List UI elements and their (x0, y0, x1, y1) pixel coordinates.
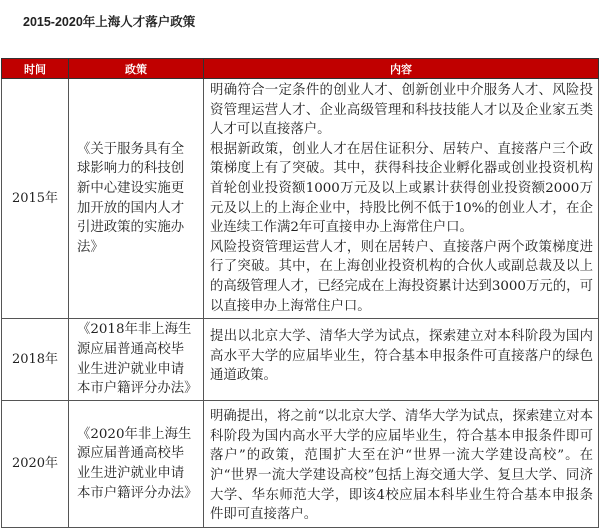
policy-table (1, 58, 599, 528)
content-cell (204, 401, 599, 528)
table-row (2, 319, 599, 401)
content-paragraph: 明确符合一定条件的创业人才、创新创业中介服务人才、风险投资管理运营人才、企业高级管理和科技技能人才以及企业家五类人才可以直接落户。 (210, 83, 593, 138)
policy-cell: 《2018年非上海生源应届普通高校毕业生进沪就业申请本市户籍评分办法》 (69, 319, 204, 401)
table-row (2, 79, 599, 319)
header-content: 内容 (204, 59, 599, 79)
policy-cell: 《2020年非上海生源应届普通高校毕业生进沪就业申请本市户籍评分办法》 (69, 401, 204, 528)
policy-cell: 《关于服务具有全球影响力的科技创新中心建设实施更加开放的国内人才引进政策的实施办法》 (69, 79, 204, 319)
page-title: 2015-2020年上海人才落户政策 (23, 15, 196, 29)
content-paragraph: 根据新政策，创业人才在居住证积分、居转户、直接落户三个政策梯度上有了突破。其中，获得科技企业孵化器或创业投资机构首轮创业投资额1000万元及以上或累计获得创业投资额2000万元及以上的上海企业中，持股比例不低于10%的创业人才，在企业连续工作满2年可直接申办上海常住户口。 (210, 141, 593, 236)
content-paragraph: 风险投资管理运营人才，则在居转户、直接落户两个政策梯度进行了突破。其中，在上海创业投资机构的合伙人或副总裁及以上的高级管理人才，已经完成在上海投资累计达到3000万元的，可以直接申办上海常住户口。 (210, 239, 593, 314)
content-cell (204, 319, 599, 401)
content-paragraph: 明确提出，将之前“以北京大学、清华大学为试点，探索建立对本科阶段为国内高水平大学的应届毕业生，符合基本申报条件即可落户”的政策，范围扩大至在沪“世界一流大学建设高校”。在沪“世界一流大学建设高校”包括上海交通大学、复旦大学、同济大学、华东师范大学，即该4校应届本科毕业生符合基本申报条件即可直接落户。 (210, 409, 593, 523)
header-time: 时间 (2, 59, 69, 79)
content-paragraph: 提出以北京大学、清华大学为试点，探索建立对本科阶段为国内高水平大学的应届毕业生，符合基本申报条件可直接落户的绿色通道政策。 (210, 329, 593, 384)
year-cell: 2018年 (2, 319, 69, 401)
year-cell: 2020年 (2, 401, 69, 528)
header-policy: 政策 (69, 59, 204, 79)
year-cell: 2015年 (2, 79, 69, 319)
content-cell (204, 79, 599, 319)
table-header-row (2, 59, 599, 79)
table-row (2, 401, 599, 528)
